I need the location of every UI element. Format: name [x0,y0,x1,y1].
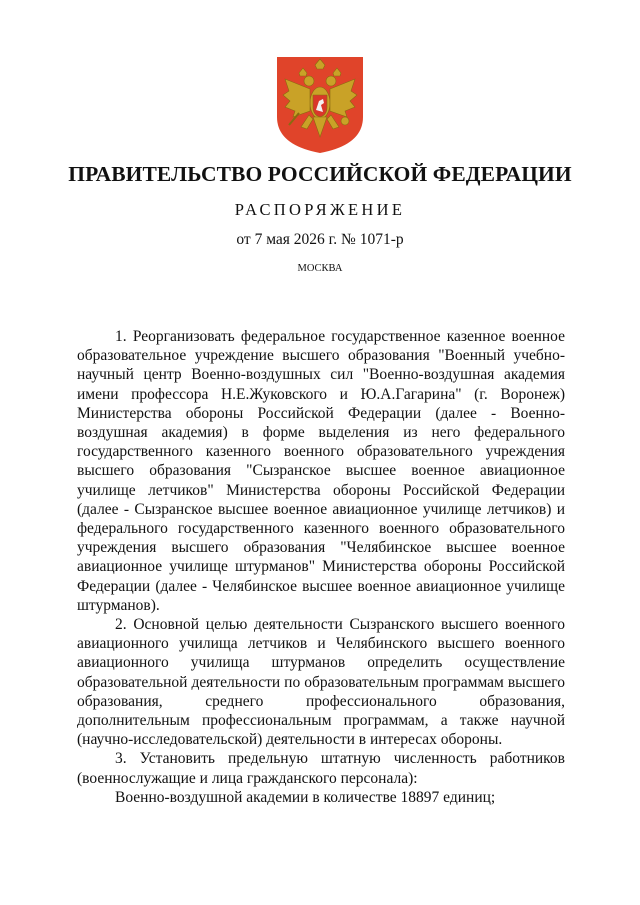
document-date-number: от 7 мая 2026 г. № 1071-р [236,231,404,248]
paragraph-4: Военно-воздушной академии в количестве 18897 единиц; [115,788,496,806]
document-body [77,327,565,807]
document-type: РАСПОРЯЖЕНИЕ [234,200,406,219]
paragraph-2: 2. Основной целью деятельности Сызранского высшего военного авиационного училища летчиков и Челябинского высшего военного авиационного училища штурманов определить осуществление образовательной деятельности по образовательным программам высшего образования, среднего профессионального образования, дополнительным профессиональным программам, а также научной (научно-исследовательской) деятельности в интересах обороны. [77,616,565,749]
russian-coat-of-arms-icon [275,55,365,155]
document-city: МОСКВА [297,263,343,274]
government-title: ПРАВИТЕЛЬСТВО РОССИЙСКОЙ ФЕДЕРАЦИИ [68,162,572,186]
paragraph-1: 1. Реорганизовать федеральное государственное казенное военное образовательное учреждение высшего образования "Военный учебно-научный центр Военно-воздушных сил "Военно-воздушная академия имени профессора Н.Е.Жуковского и Ю.А.Гагарина" (г. Воронеж) Министерства обороны Российской Федерации (далее - Военно-воздушная академия) в форме выделения из него федерального государственного казенного военного образовательного учреждения высшего образования "Сызранское высшее военное авиационное училище летчиков" Министерства обороны Российской Федерации (далее - Сызранское высшее военное авиационное училище летчиков) и федерального государственного казенного военного образовательного учреждения высшего образования "Челябинское высшее военное авиационное училище штурманов" Министерства обороны Российской Федерации (далее - Челябинское высшее военное авиационное училище штурманов). [77,328,565,614]
paragraph-3: 3. Установить предельную штатную численность работников (военнослужащие и лица гражданского персонала): [77,750,565,787]
